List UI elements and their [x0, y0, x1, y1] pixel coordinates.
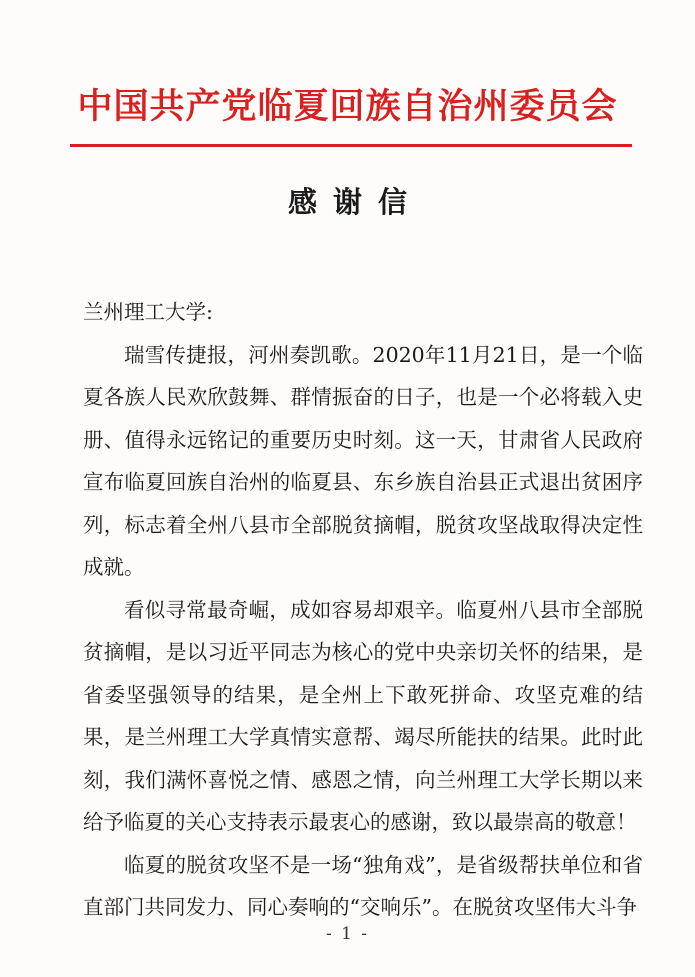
paragraph-1: 瑞雪传捷报，河州奏凯歌。2020年11月21日，是一个临夏各族人民欢欣鼓舞、群情振奋的日子，也是一个必将载入史册、值得永远铭记的重要历史时刻。这一天，甘肃省人民政府宣布临夏回族自治州的临夏县、东乡族自治县正式退出贫困序列，标志着全州八县市全部脱贫摘帽，脱贫攻坚战取得决定性成就。: [83, 342, 643, 579]
letter-body: [83, 291, 643, 929]
red-divider-line: [70, 144, 632, 147]
paragraph-3: 临夏的脱贫攻坚不是一场“独角戏”，是省级帮扶单位和省直部门共同发力、同心奏响的“交响乐”。在脱贫攻坚伟大斗争: [83, 852, 643, 919]
paragraph-2: 看似寻常最奇崛，成如容易却艰辛。临夏州八县市全部脱贫摘帽，是以习近平同志为核心的党中央亲切关怀的结果，是省委坚强领导的结果，是全州上下敢死拼命、攻坚克难的结果，是兰州理工大学真情实意帮、竭尽所能扶的结果。此时此刻，我们满怀喜悦之情、感恩之情，向兰州理工大学长期以来给予临夏的关心支持表示最衷心的感谢，致以最崇高的敬意！: [83, 597, 643, 834]
letter-title: 感谢信: [287, 185, 423, 219]
organization-title: 中国共产党临夏回族自治州委员会: [77, 87, 618, 127]
salutation: 兰州理工大学:: [83, 300, 213, 324]
page-number: - 1 -: [325, 924, 370, 944]
